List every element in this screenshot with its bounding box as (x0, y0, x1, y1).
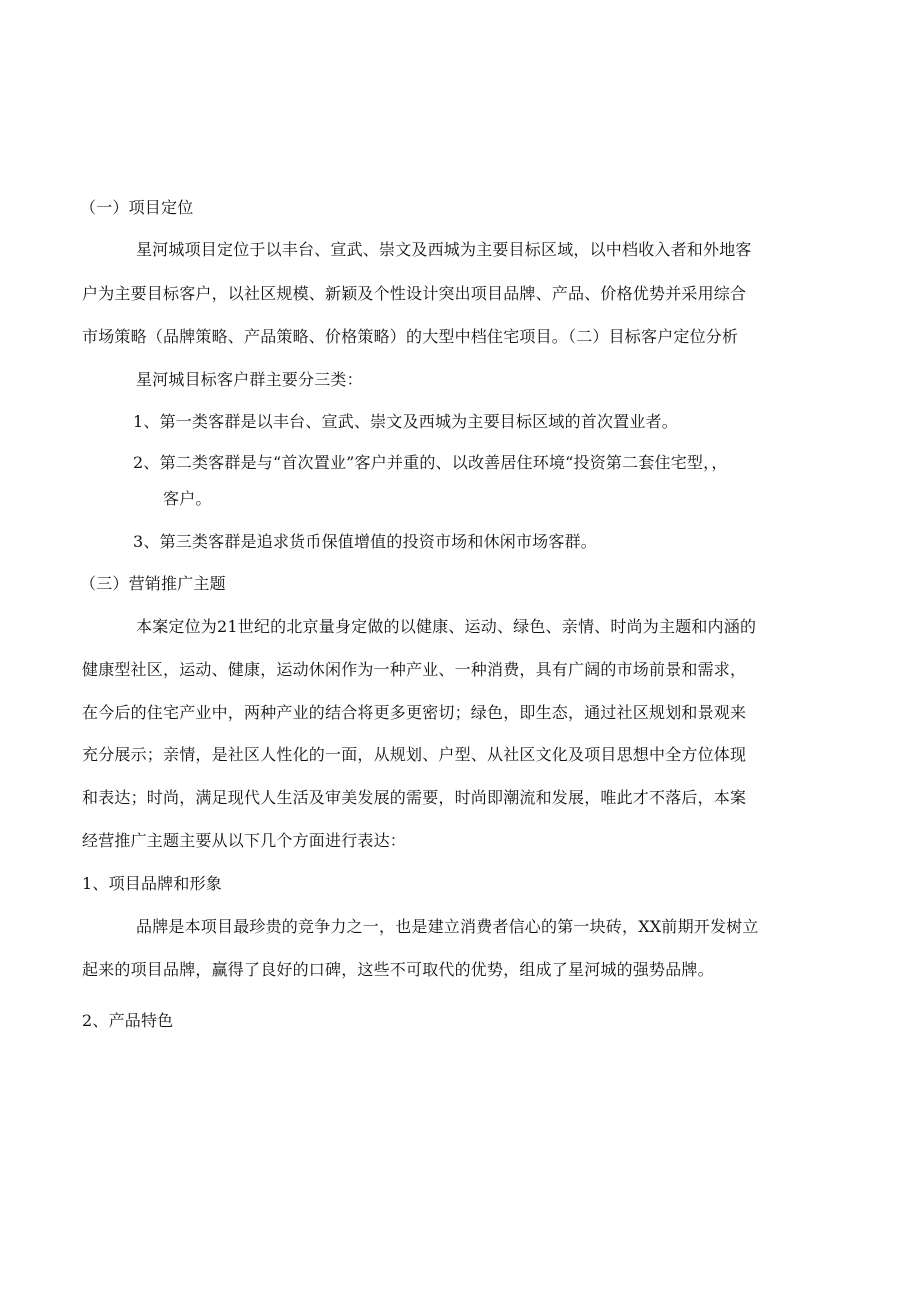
paragraph-line: 星河城目标客户群主要分三类： (136, 370, 363, 389)
list-item: 3、第三类客群是追求货币保值增值的投资市场和休闲市场客群。 (133, 532, 597, 551)
paragraph-line: 起来的项目品牌，赢得了良好的口碑，这些不可取代的优势，组成了星河城的强势品牌。 (82, 960, 714, 979)
paragraph-line: 本案定位为21世纪的北京量身定做的以健康、运动、绿色、亲情、时尚为主题和内涵的 (136, 617, 757, 636)
list-item-continuation: 客户。 (163, 489, 212, 508)
paragraph-line: 星河城项目定位于以丰台、宣武、崇文及西城为主要目标区域，以中档收入者和外地客 (136, 240, 752, 259)
paragraph-line: 充分展示；亲情，是社区人性化的一面，从规划、户型、从社区文化及项目思想中全方位体现 (82, 745, 747, 764)
list-item: 2、第二类客群是与“首次置业”客户并重的、以改善居住环境“投资第二套住宅型，， (133, 453, 728, 472)
subsection-heading-brand: 1、项目品牌和形象 (82, 874, 222, 893)
paragraph-line: 健康型社区，运动、健康，运动休闲作为一种产业、一种消费，具有广阔的市场前景和需求， (82, 660, 747, 679)
subsection-heading-product: 2、产品特色 (82, 1011, 174, 1030)
paragraph-line: 市场策略（品牌策略、产品策略、价格策略）的大型中档住宅项目。（二）目标客户定位分析 (82, 327, 739, 346)
paragraph-line: 和表达；时尚，满足现代人生活及审美发展的需要，时尚即潮流和发展，唯此才不落后，本案 (82, 788, 747, 807)
paragraph-line: 品牌是本项目最珍贵的竞争力之一，也是建立消费者信心的第一块砖，XX前期开发树立 (136, 917, 759, 936)
paragraph-line: 户为主要目标客户，以社区规模、新颖及个性设计突出项目品牌、产品、价格优势并采用综合 (82, 284, 747, 303)
paragraph-line: 经营推广主题主要从以下几个方面进行表达： (82, 831, 407, 850)
list-item: 1、第一类客群是以丰台、宣武、崇文及西城为主要目标区域的首次置业者。 (133, 412, 678, 431)
paragraph-line: 在今后的住宅产业中，两种产业的结合将更多更密切；绿色，即生态，通过社区规划和景观来 (82, 703, 747, 722)
section-heading-marketing: （三）营销推广主题 (80, 574, 226, 593)
section-heading-positioning: （一）项目定位 (80, 198, 194, 217)
